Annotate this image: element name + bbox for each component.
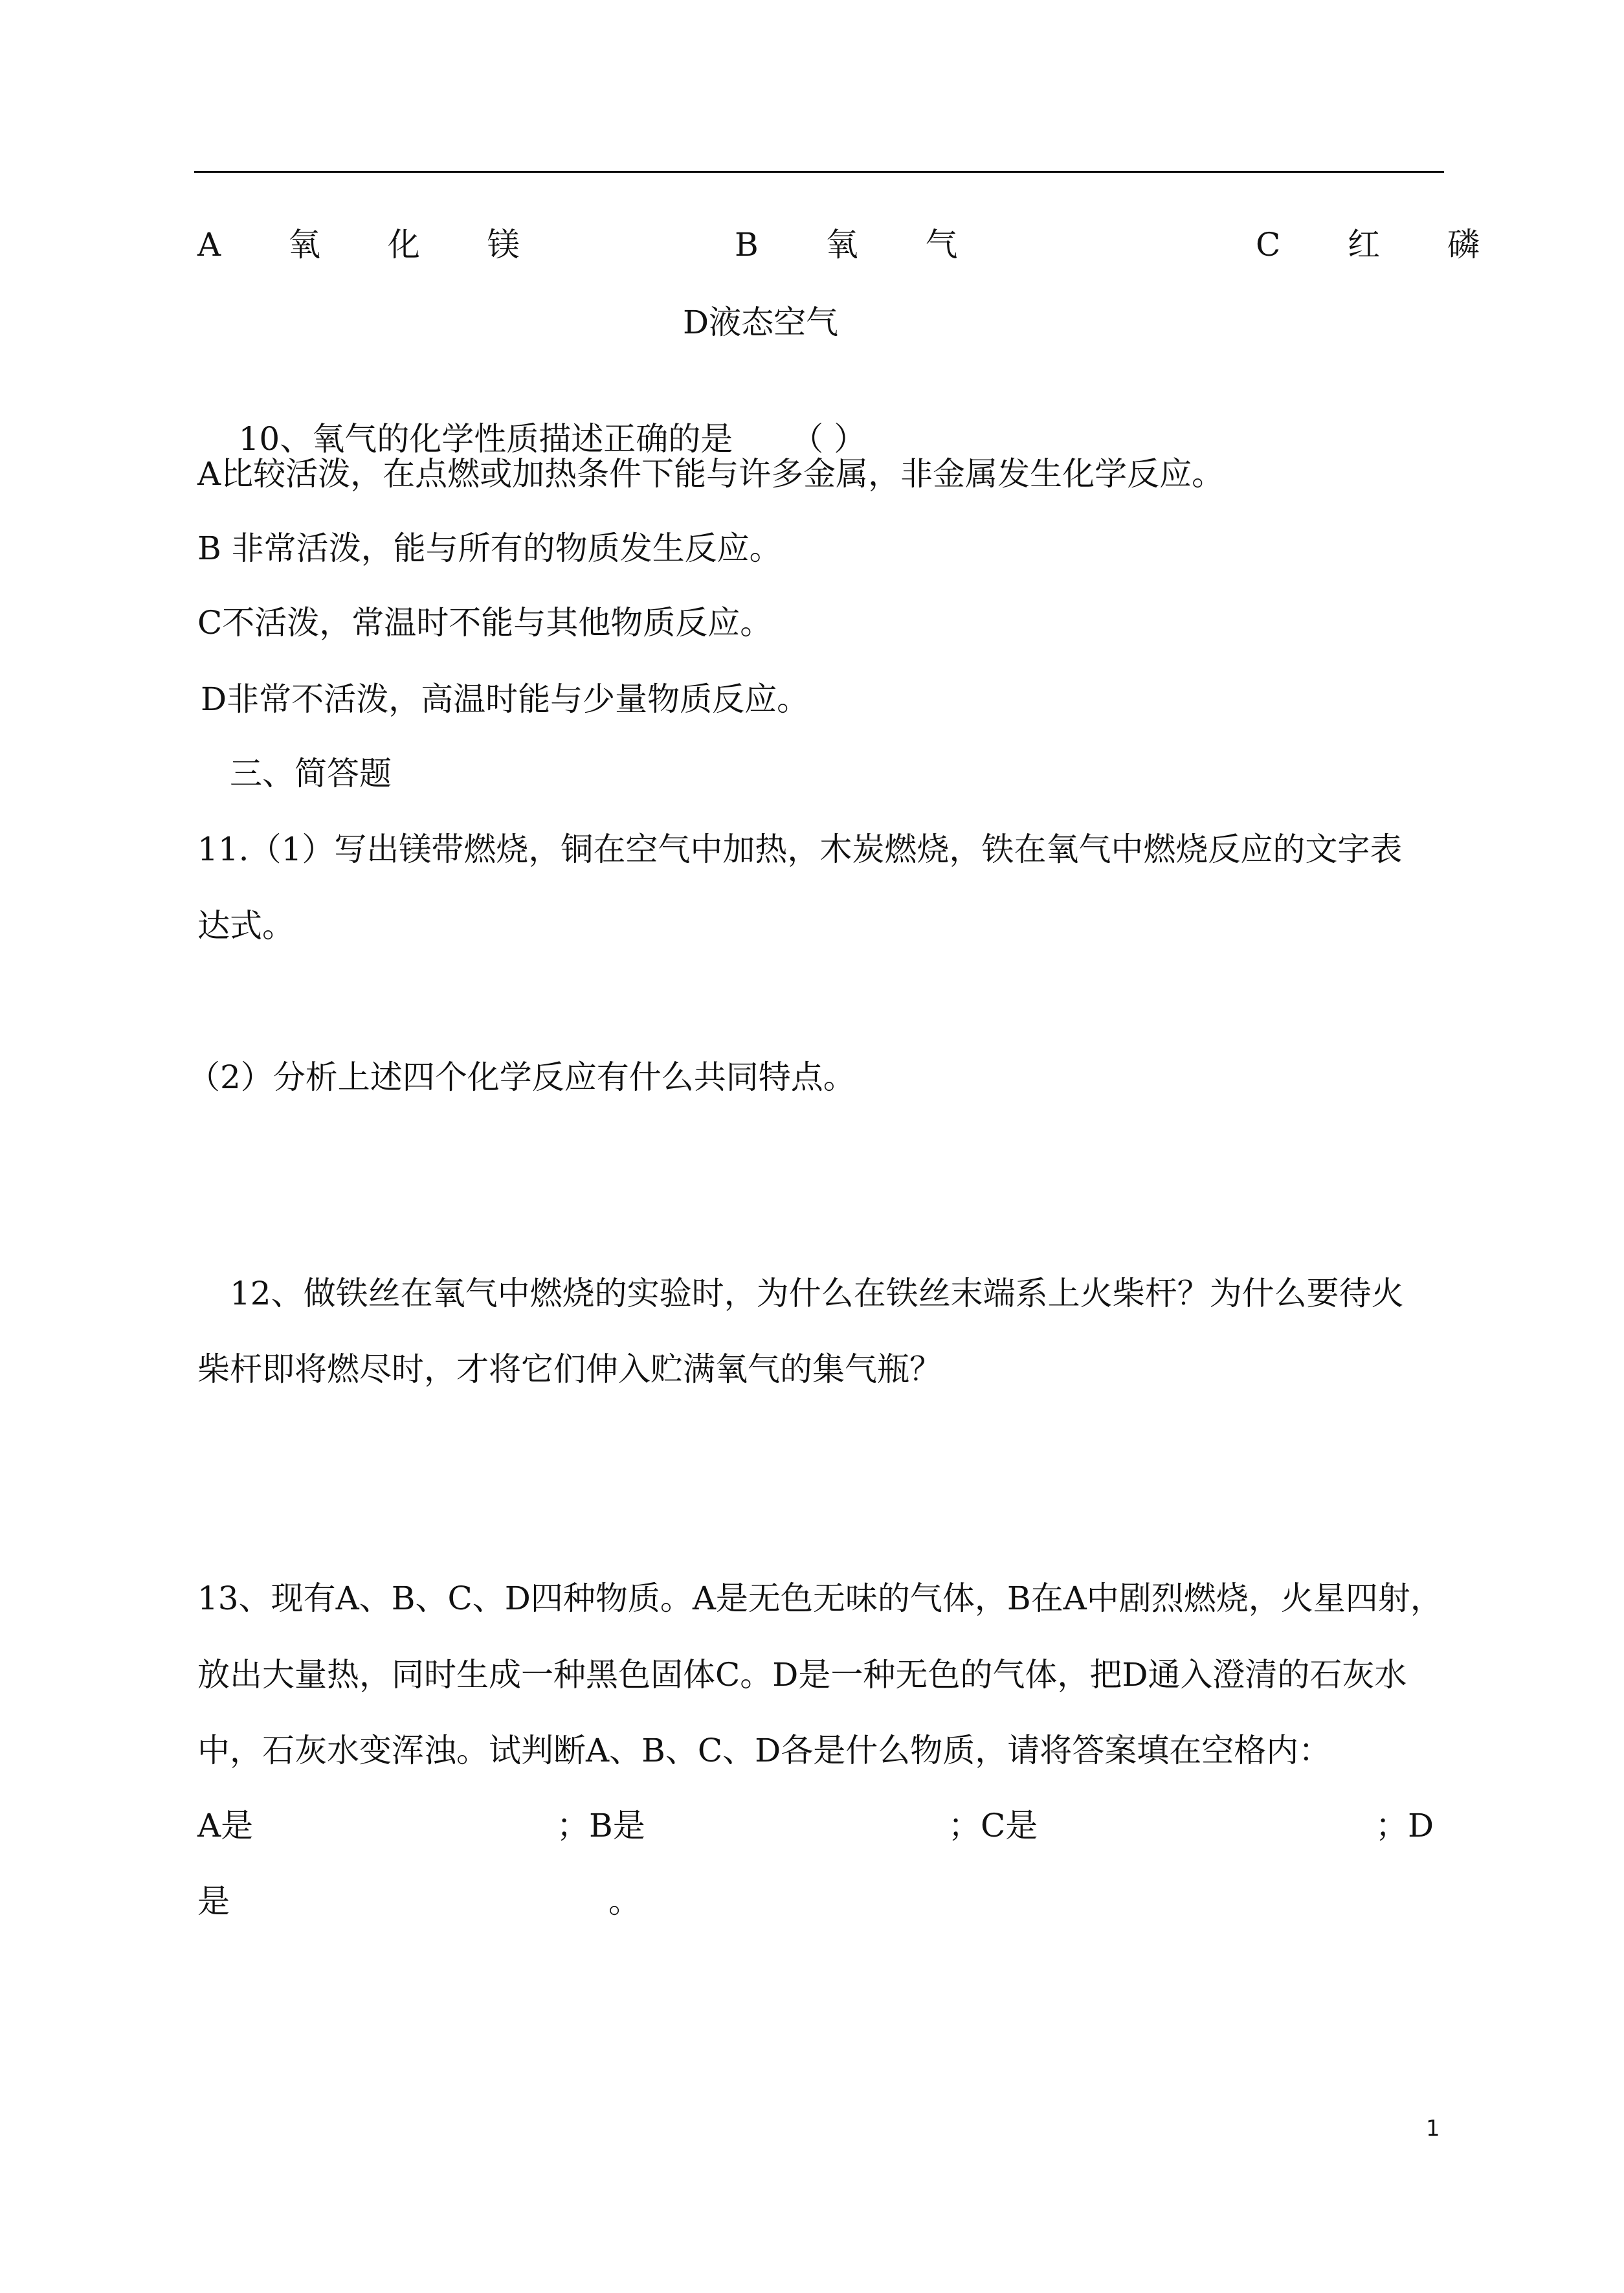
q13-blank-a-label: A是	[197, 1807, 254, 1844]
q11-line1: 11.（1）写出镁带燃烧，铜在空气中加热，木炭燃烧，铁在氧气中燃烧反应的文字表	[197, 831, 1403, 868]
q13-line2: 放出大量热，同时生成一种黑色固体C。D是一种无色的气体，把D通入澄清的石灰水	[197, 1656, 1407, 1694]
q10-stem-text: 10、氧气的化学性质描述正确的是	[238, 420, 733, 458]
q12-line1: 12、做铁丝在氧气中燃烧的实验时，为什么在铁丝末端系上火柴杆？为什么要待火	[230, 1275, 1404, 1312]
q13-line3: 中，石灰水变浑浊。试判断A、B、C、D各是什么物质，请将答案填在空格内：	[197, 1732, 1331, 1769]
q11-part2: （2）分析上述四个化学反应有什么共同特点。	[188, 1058, 856, 1096]
header-rule	[194, 171, 1444, 173]
q10-option-c: C不活泼，常温时不能与其他物质反应。	[197, 604, 773, 642]
q10-option-b: B 非常活泼，能与所有的物质发生反应。	[197, 530, 782, 567]
q11-line2: 达式。	[197, 907, 295, 945]
option-b-q9: B 氧 气	[735, 226, 986, 263]
q13-blank-c-label: ；C是	[948, 1807, 1038, 1844]
section-title: 三、简答题	[230, 755, 392, 792]
page-number: 1	[1426, 2116, 1440, 2142]
q10-answer-paren: （ ）	[791, 420, 867, 458]
option-c-q9: C 红 磷	[1256, 226, 1509, 263]
q13-end-mark: 。	[608, 1883, 641, 1920]
q10-option-a: A比较活泼，在点燃或加热条件下能与许多金属，非金属发生化学反应。	[197, 455, 1225, 493]
q13-blank-d-label: ；D	[1375, 1807, 1434, 1844]
option-a-q9: A 氧 化 镁	[197, 226, 548, 263]
q13-line1: 13、现有A、B、C、D四种物质。A是无色无味的气体，B在A中剧烈燃烧，火星四射，	[197, 1580, 1443, 1617]
option-d-q9: D液态空气	[683, 304, 839, 341]
q12-line2: 柴杆即将燃尽时，才将它们伸入贮满氧气的集气瓶？	[197, 1350, 942, 1388]
q13-blank-b-label: ；B是	[557, 1807, 645, 1844]
q10-option-d: D非常不活泼，高温时能与少量物质反应。	[201, 680, 810, 718]
q13-blank-d-label-cont: 是	[197, 1883, 230, 1920]
